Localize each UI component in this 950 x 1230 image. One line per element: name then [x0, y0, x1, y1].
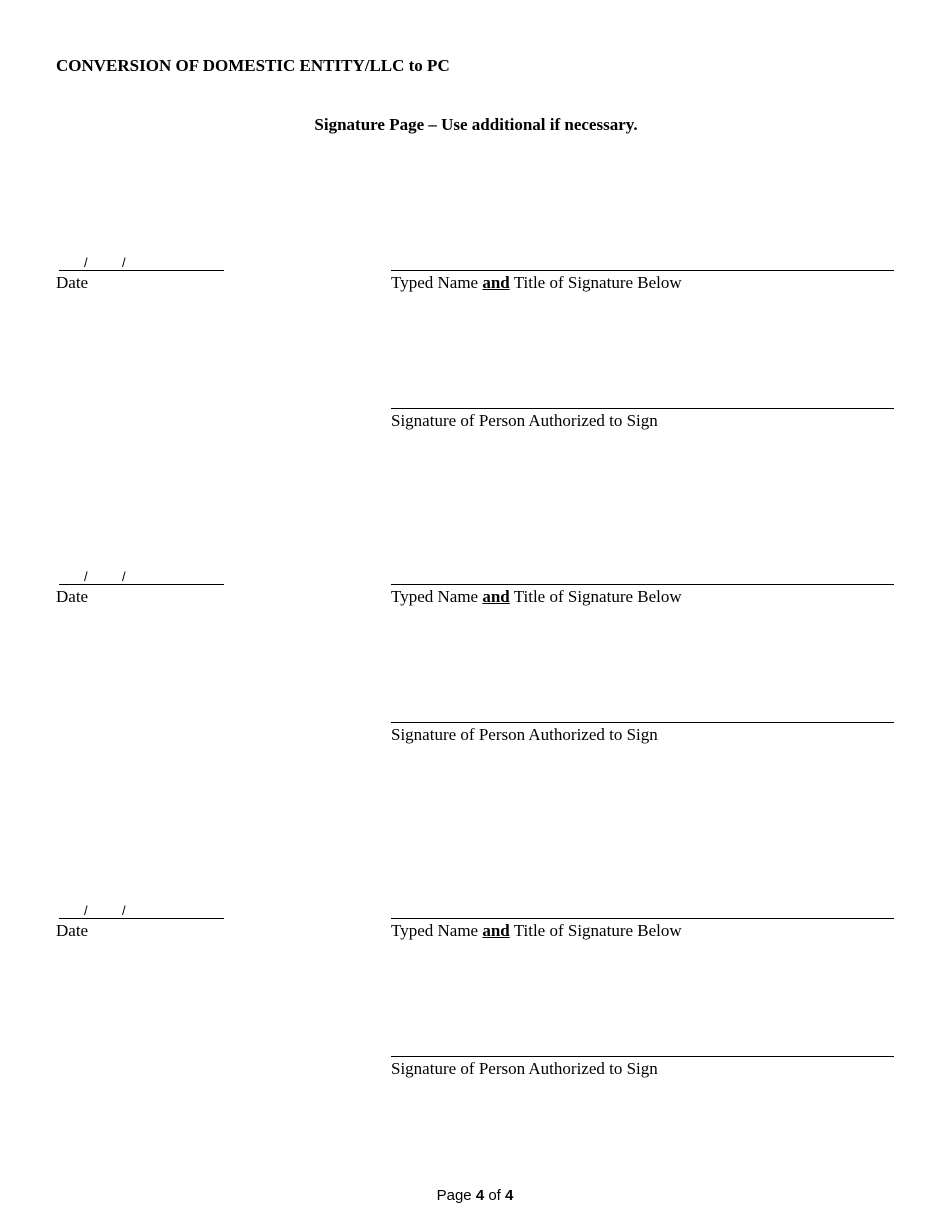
signature-field[interactable]: [391, 722, 894, 723]
name-label-emphasis: and: [482, 587, 510, 606]
date-label: Date: [56, 587, 89, 606]
date-separator: /: [84, 255, 88, 270]
name-label-emphasis: and: [482, 273, 510, 292]
page-footer: [0, 1187, 950, 1204]
date-separator: /: [122, 903, 126, 918]
typed-name-title-field[interactable]: [391, 584, 894, 585]
signature-field[interactable]: [391, 408, 894, 409]
footer-current-page: 4: [475, 1187, 485, 1204]
date-label: Date: [56, 921, 89, 940]
name-label-prefix: Typed Name: [391, 273, 479, 292]
footer-total-pages: 4: [505, 1187, 514, 1204]
page-heading: Signature Page – Use additional if necessary.: [314, 115, 638, 134]
date-separator: /: [122, 255, 126, 270]
signature-label: Signature of Person Authorized to Sign: [391, 1059, 658, 1078]
signature-block: [0, 904, 950, 1104]
typed-name-title-field[interactable]: [391, 918, 894, 919]
date-field[interactable]: [59, 570, 224, 585]
date-field[interactable]: [59, 904, 224, 919]
typed-name-title-label: [391, 273, 682, 293]
date-separator: /: [84, 903, 88, 918]
date-separator: /: [84, 569, 88, 584]
signature-label: Signature of Person Authorized to Sign: [391, 725, 658, 744]
name-label-prefix: Typed Name: [391, 587, 479, 606]
footer-page-word: Page: [436, 1187, 472, 1204]
signature-block: [0, 256, 950, 456]
typed-name-title-label: [391, 921, 682, 941]
signature-label: Signature of Person Authorized to Sign: [391, 411, 658, 430]
document-header: CONVERSION OF DOMESTIC ENTITY/LLC to PC: [56, 56, 450, 75]
date-label: Date: [56, 273, 89, 292]
name-label-suffix: Title of Signature Below: [513, 921, 682, 940]
typed-name-title-label: [391, 587, 682, 607]
name-label-suffix: Title of Signature Below: [513, 587, 682, 606]
footer-of-word: of: [488, 1187, 501, 1204]
signature-field[interactable]: [391, 1056, 894, 1057]
name-label-emphasis: and: [482, 921, 510, 940]
signature-block: [0, 570, 950, 770]
date-field[interactable]: [59, 256, 224, 271]
name-label-prefix: Typed Name: [391, 921, 479, 940]
typed-name-title-field[interactable]: [391, 270, 894, 271]
date-separator: /: [122, 569, 126, 584]
name-label-suffix: Title of Signature Below: [513, 273, 682, 292]
